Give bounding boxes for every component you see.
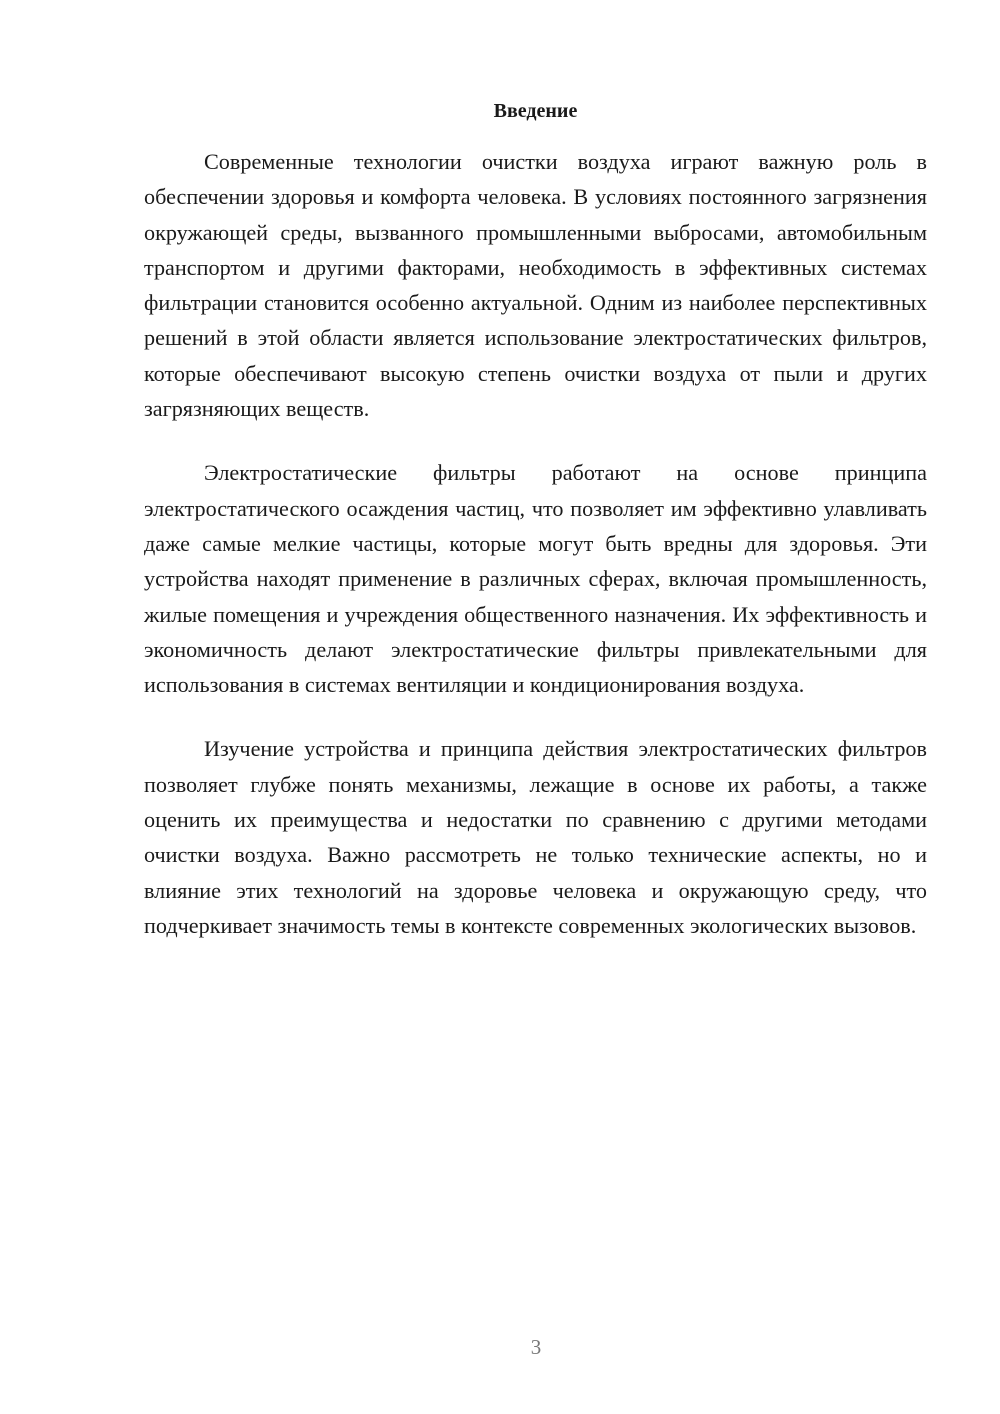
paragraph-3: Изучение устройства и принципа действия электростатических фильтров позволяет глубже понять механизмы, лежащие в основе их работы, а также оценить их преимущества и недостатки по сравнению с другими методами очистки воздуха. Важно рассмотреть не только технические аспекты, но и влияние этих технологий на здоровье человека и окружающую среду, что подчеркивает значимость темы в контексте современных экологических вызовов. <box>144 736 927 938</box>
body-text <box>144 144 927 972</box>
page-number: 3 <box>530 1335 542 1359</box>
paragraph-1: Современные технологии очистки воздуха играют важную роль в обеспечении здоровья и комфорта человека. В условиях постоянного загрязнения окружающей среды, вызванного промышленными выбросами, автомобильным транспортом и другими факторами, необходимость в эффективных системах фильтрации становится особенно актуальной. Одним из наиболее перспективных решений в этой области является использование электростатических фильтров, которые обеспечивают высокую степень очистки воздуха от пыли и других загрязняющих веществ. <box>144 149 927 422</box>
paragraph-2: Электростатические фильтры работают на основе принципа электростатического осаждения частиц, что позволяет им эффективно улавливать даже самые мелкие частицы, которые могут быть вредны для здоровья. Эти устройства находят применение в различных сферах, включая промышленность, жилые помещения и учреждения общественного назначения. Их эффективность и экономичность делают электростатические фильтры привлекательными для использования в системах вентиляции и кондиционирования воздуха. <box>144 460 927 698</box>
section-title: Введение <box>493 100 578 122</box>
